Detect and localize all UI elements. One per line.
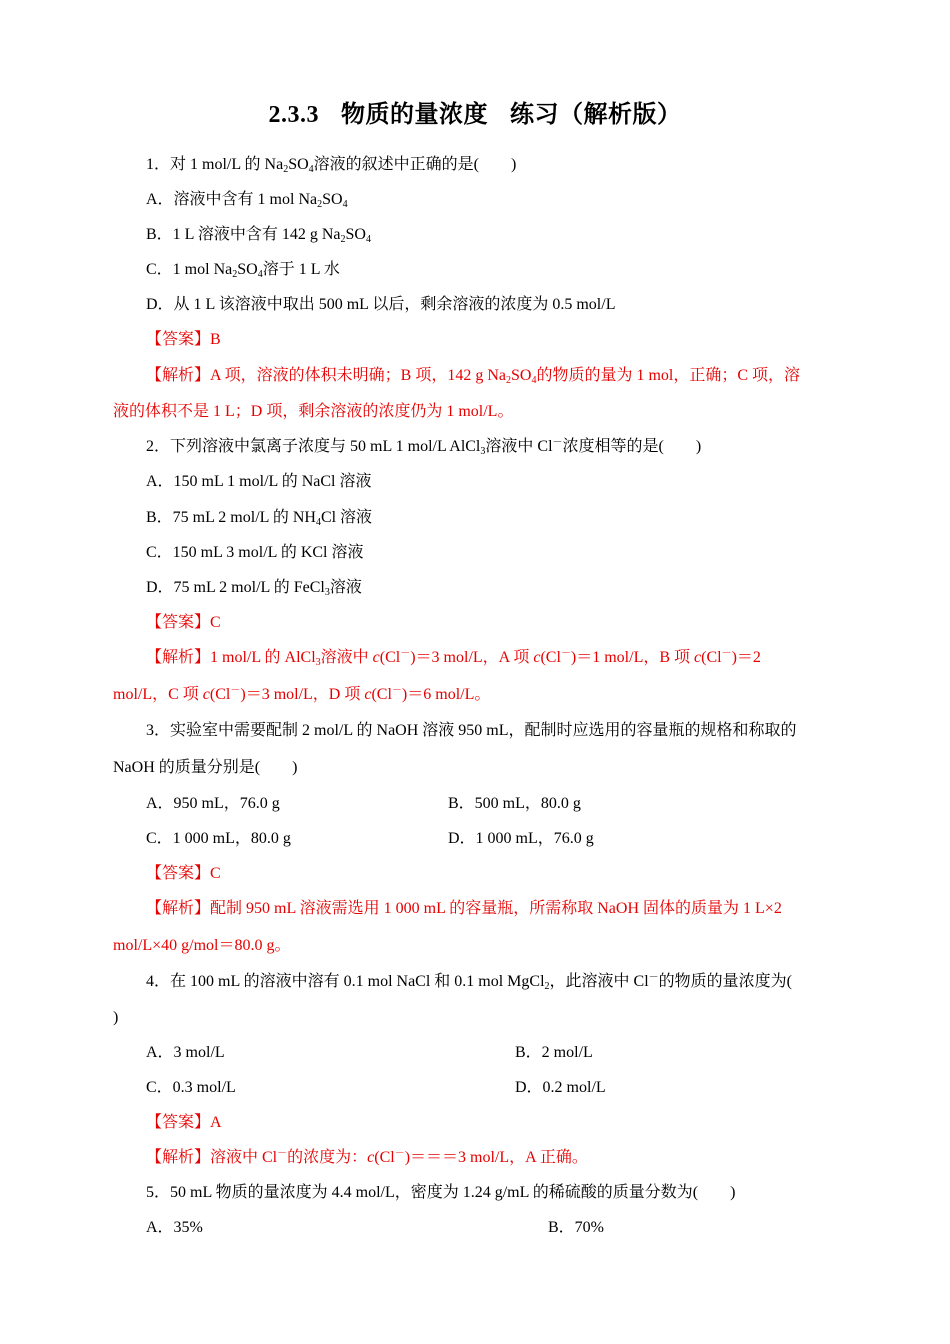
q1-option-c: C．1 mol $Na_2SO_4$溶于 1 L 水 — [146, 261, 340, 280]
q3-answer: 【答案】C — [146, 865, 221, 882]
q5-stem: 5．50 mL 物质的量浓度为 4.4 mol/L，密度为 1.24 g/mL 的稀硫酸的质量分数为( ) — [146, 1184, 736, 1201]
q3-stem-line2: NaOH 的质量分别是( ) — [113, 759, 298, 776]
q1-explanation-line1: 【解析】A 项，溶液的体积未明确；B 项，142 g $Na_2SO_4$的物质的量为 1 mol，正确；C 项，溶 — [146, 367, 801, 386]
q2-option-d: D．75 mL 2 mol/L 的 FeCl$_3$溶液 — [146, 579, 362, 598]
q2-answer: 【答案】C — [146, 614, 221, 631]
q4-option-c: C．0.3 mol/L — [146, 1079, 236, 1096]
q4-option-a: A．3 mol/L — [146, 1044, 225, 1061]
q3-explanation-line1: 【解析】配制 950 mL 溶液需选用 1 000 mL 的容量瓶，所需称取 NaOH 固体的质量为 1 L×2 — [146, 900, 782, 917]
q4-stem-line2: ) — [113, 1009, 119, 1026]
q4-option-b: B．2 mol/L — [515, 1044, 593, 1061]
q2-explanation-line1: 【解析】1 mol/L 的 AlCl$_3$溶液中 c(Cl－)＝3 mol/L，A 项 c(Cl－)＝1 mol/L，B 项 c(Cl－)＝2 — [146, 648, 761, 668]
q3-option-a: A．950 mL，76.0 g — [146, 795, 280, 812]
q3-stem-line1: 3．实验室中需要配制 2 mol/L 的 NaOH 溶液 950 mL，配制时应选用的容量瓶的规格和称取的 — [146, 722, 797, 739]
q2-explanation-line2: mol/L，C 项 c(Cl－)＝3 mol/L，D 项 c(Cl－)＝6 mol/L。 — [113, 685, 491, 703]
q4-option-d: D．0.2 mol/L — [515, 1079, 606, 1096]
page-title: 2.3.3 物质的量浓度 练习（解析版） — [268, 102, 682, 128]
q3-explanation-line2: mol/L×40 g/mol＝80.0 g。 — [113, 937, 291, 954]
q2-option-a: A．150 mL 1 mol/L 的 NaCl 溶液 — [146, 473, 372, 490]
q2-option-b: B．75 mL 2 mol/L 的 $NH_4Cl$ 溶液 — [146, 509, 373, 528]
q1-explanation-line2: 液的体积不是 1 L；D 项，剩余溶液的浓度仍为 1 mol/L。 — [113, 403, 514, 420]
q4-explanation: 【解析】溶液中 Cl－的浓度为：c(Cl－)＝＝＝3 mol/L，A 正确。 — [146, 1148, 588, 1166]
q3-option-c: C．1 000 mL，80.0 g — [146, 830, 291, 847]
q1-option-b: B．1 L 溶液中含有 142 g $Na_2SO_4$ — [146, 226, 371, 245]
q5-option-b: B．70% — [548, 1219, 605, 1236]
q2-stem: 2．下列溶液中氯离子浓度与 50 mL 1 mol/L AlCl$_3$溶液中 Cl－浓度相等的是( ) — [146, 437, 702, 457]
q1-stem: 1．对 1 mol/L 的 $Na_2SO_4$溶液的叙述中正确的是( ) — [146, 156, 517, 175]
q1-answer: 【答案】B — [146, 331, 221, 348]
q4-stem-line1: 4．在 100 mL 的溶液中溶有 0.1 mol NaCl 和 0.1 mol MgCl$_2$，此溶液中 Cl－的物质的量浓度为( — [146, 972, 792, 992]
q3-option-d: D．1 000 mL，76.0 g — [448, 830, 594, 847]
q1-option-a: A．溶液中含有 1 mol $Na_2SO_4$ — [146, 191, 348, 210]
q3-option-b: B．500 mL，80.0 g — [448, 795, 581, 812]
q2-option-c: C．150 mL 3 mol/L 的 KCl 溶液 — [146, 544, 364, 561]
q1-option-d: D．从 1 L 该溶液中取出 500 mL 以后，剩余溶液的浓度为 0.5 mol/L — [146, 296, 616, 313]
q4-answer: 【答案】A — [146, 1114, 222, 1131]
q5-option-a: A．35% — [146, 1219, 203, 1236]
